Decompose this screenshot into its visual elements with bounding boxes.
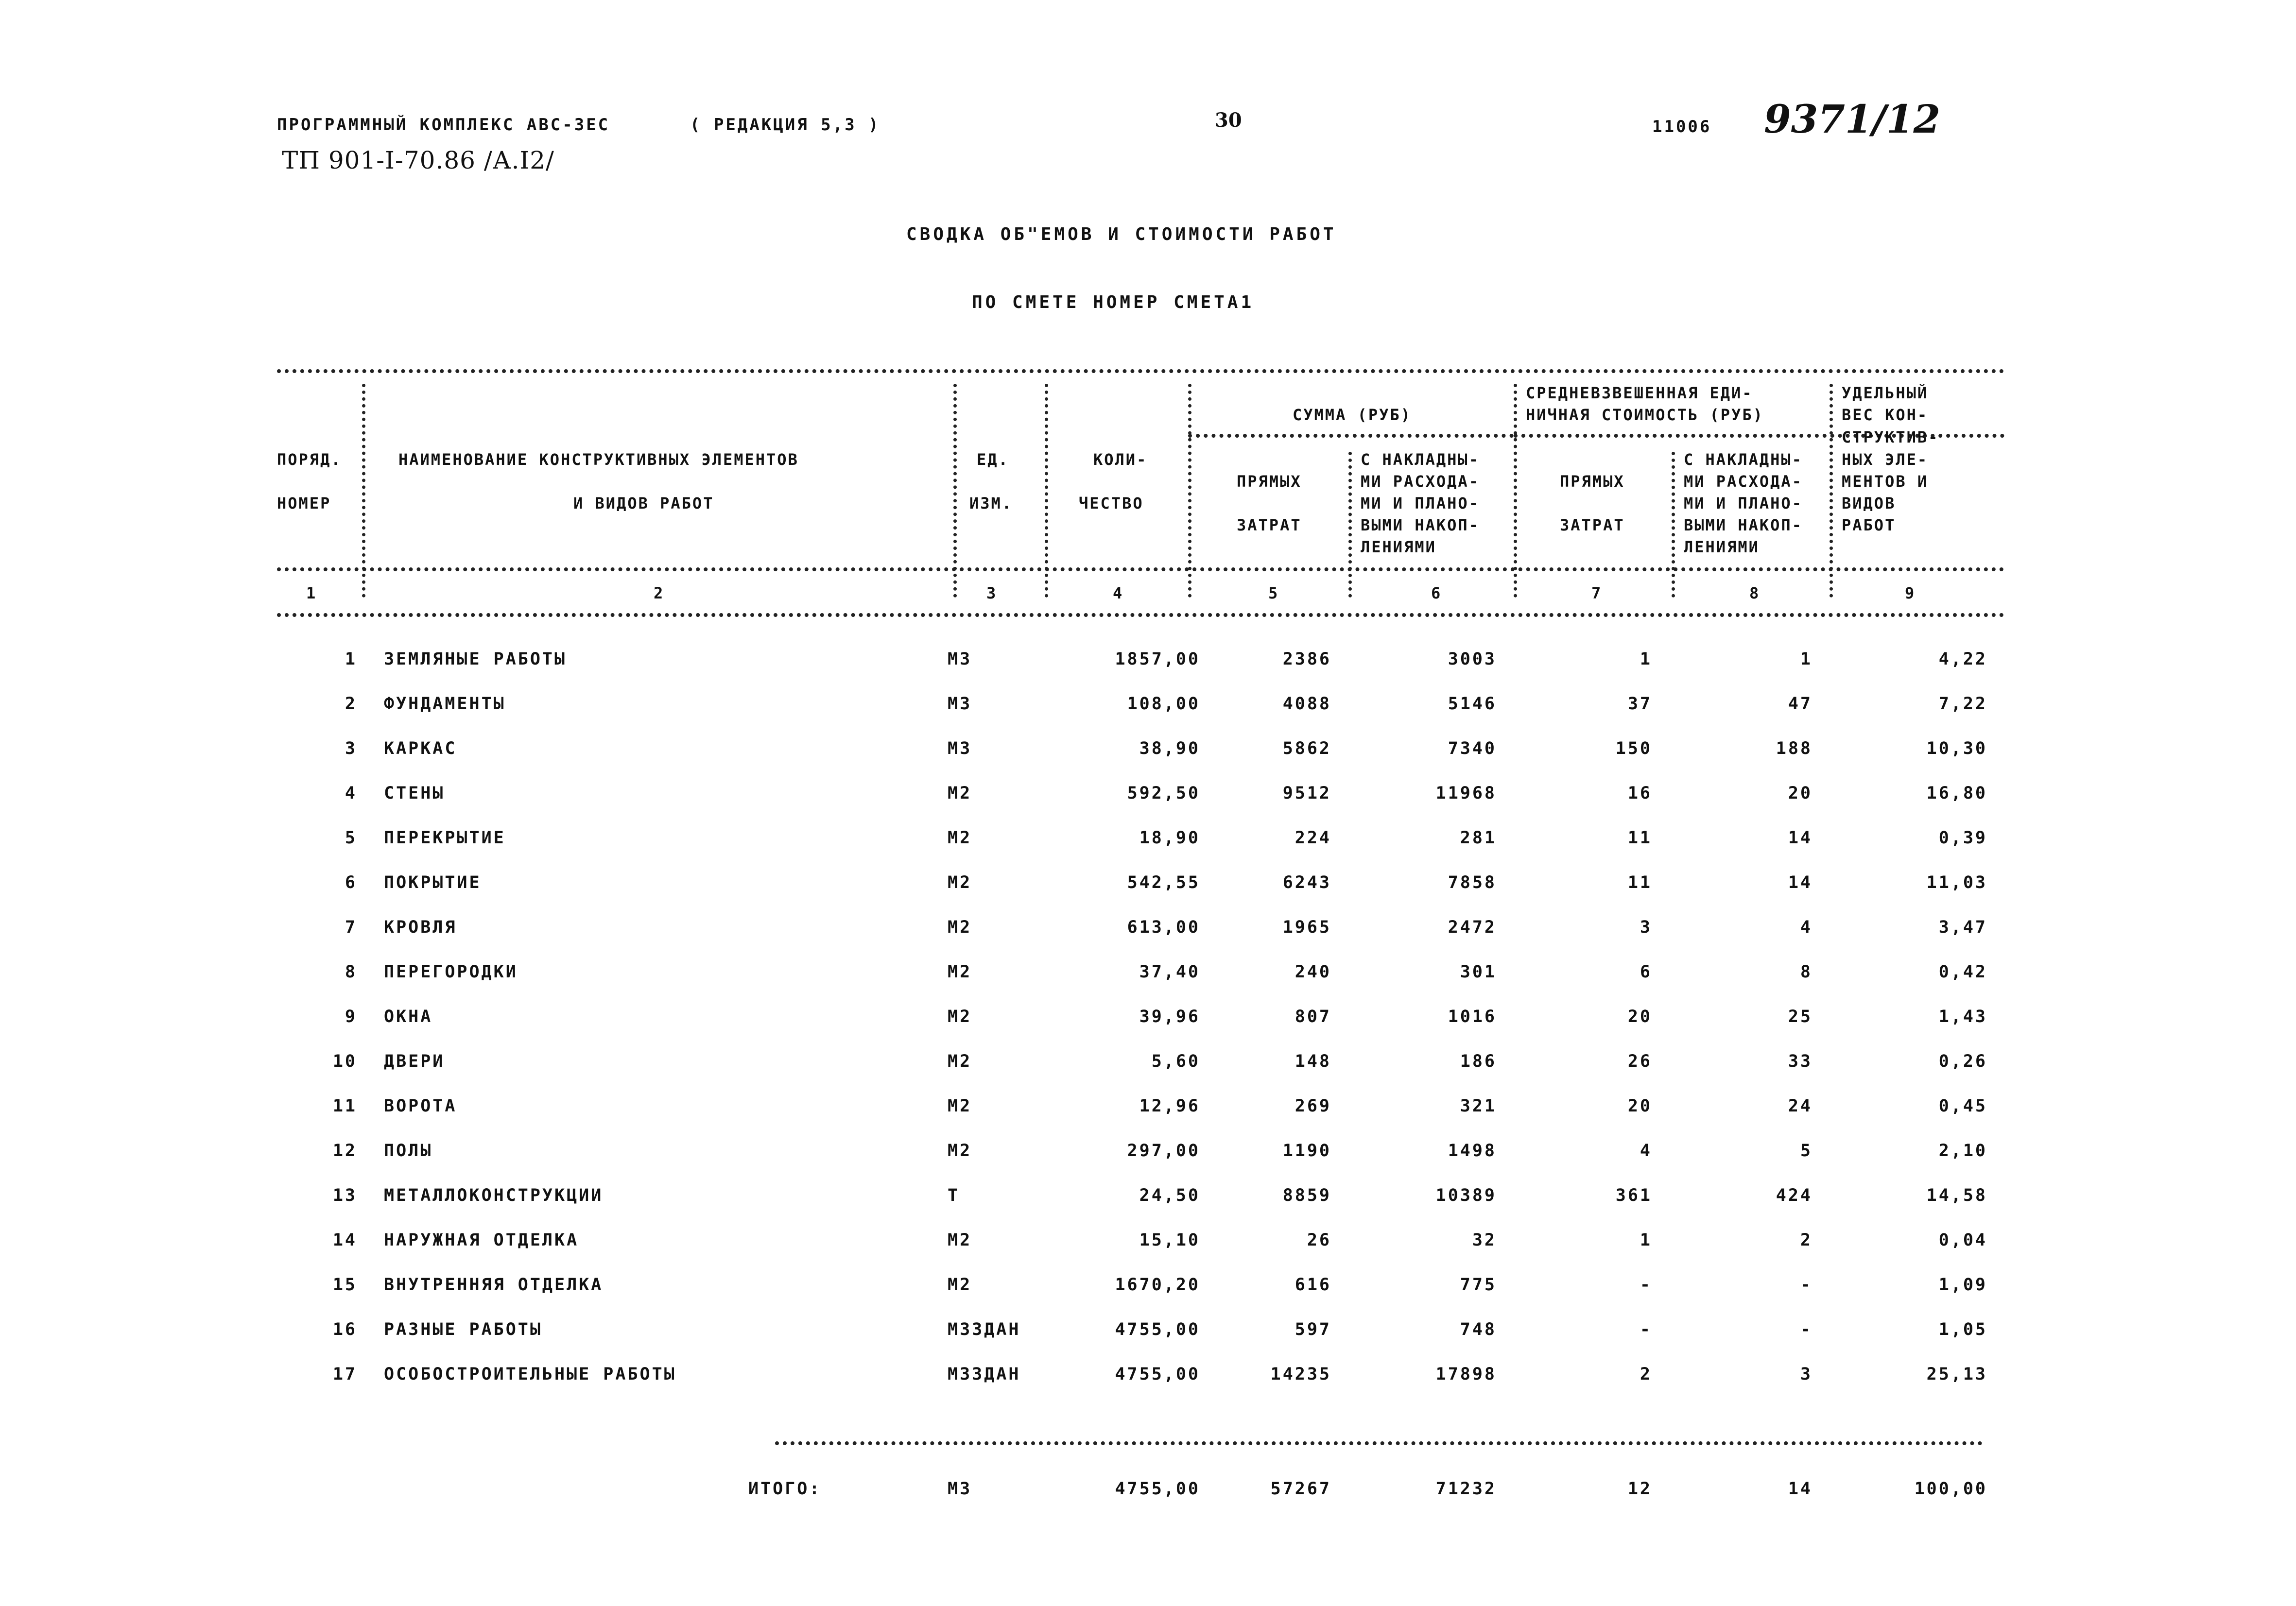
row-overhead-cost: 10389: [1435, 1186, 1497, 1205]
column-separator: [1188, 384, 1191, 598]
row-name: ОСОБОСТРОИТЕЛЬНЫЕ РАБОТЫ: [384, 1365, 676, 1384]
table-top-rule: [277, 369, 2004, 373]
row-unit-direct: 3: [1640, 918, 1652, 937]
column-number: 3: [986, 584, 998, 602]
header-overhead-3: МИ И ПЛАНО-: [1361, 494, 1480, 513]
column-number: 1: [306, 584, 317, 602]
header-unit-2: ИЗМ.: [969, 494, 1013, 513]
row-share: 2,10: [1938, 1141, 1987, 1161]
row-qty: 38,90: [1139, 739, 1200, 758]
row-direct-cost: 148: [1295, 1052, 1331, 1071]
row-name: КАРКАС: [384, 739, 457, 758]
row-unit: М2: [948, 1275, 972, 1295]
header-unit-direct-1: ПРЯМЫХ: [1560, 472, 1625, 491]
row-direct-cost: 1190: [1282, 1141, 1331, 1161]
row-number: 10: [332, 1052, 357, 1071]
row-unit: М3ЗДАН: [948, 1365, 1021, 1384]
row-number: 3: [345, 739, 357, 758]
sum-group-rule: [1188, 434, 1514, 438]
row-share: 0,04: [1938, 1230, 1987, 1250]
row-unit-overhead: 424: [1776, 1186, 1813, 1205]
header-order-2: НОМЕР: [277, 494, 331, 513]
row-direct-cost: 26: [1307, 1230, 1331, 1250]
row-unit: М2: [948, 1007, 972, 1026]
total-label: ИТОГО:: [748, 1479, 822, 1499]
row-qty: 1857,00: [1115, 649, 1200, 669]
row-number: 1: [345, 649, 357, 669]
row-unit-direct: 1: [1640, 1230, 1652, 1250]
header-share-1: УДЕЛЬНЫЙ: [1842, 384, 1929, 402]
row-name: РАЗНЫЕ РАБОТЫ: [384, 1320, 542, 1339]
row-qty: 4755,00: [1115, 1320, 1200, 1339]
row-share: 11,03: [1926, 873, 1987, 892]
header-avg-group-1: СРЕДНЕВЗВЕШЕННАЯ ЕДИ-: [1526, 384, 1753, 402]
row-direct-cost: 14235: [1270, 1365, 1331, 1384]
row-direct-cost: 807: [1295, 1007, 1331, 1026]
row-unit-overhead: 14: [1788, 873, 1813, 892]
column-separator: [1348, 452, 1352, 598]
header-overhead-2: МИ РАСХОДА-: [1361, 472, 1480, 491]
column-separator: [1830, 384, 1833, 598]
page-number: 30: [1215, 109, 1242, 132]
row-number: 8: [345, 962, 357, 982]
row-unit-overhead: 3: [1800, 1365, 1813, 1384]
total-overhead: 71232: [1435, 1479, 1497, 1499]
row-direct-cost: 240: [1295, 962, 1331, 982]
row-direct-cost: 6243: [1282, 873, 1331, 892]
total-unit-overhead: 14: [1788, 1479, 1813, 1499]
column-numbers-rule: [277, 613, 2004, 617]
header-unit-1: ЕД.: [977, 450, 1009, 469]
row-overhead-cost: 5146: [1448, 694, 1497, 714]
row-direct-cost: 8859: [1282, 1186, 1331, 1205]
row-qty: 613,00: [1127, 918, 1200, 937]
row-unit-overhead: 8: [1800, 962, 1813, 982]
row-number: 2: [345, 694, 357, 714]
row-number: 12: [332, 1141, 357, 1161]
row-unit: М2: [948, 1096, 972, 1116]
row-share: 14,58: [1926, 1186, 1987, 1205]
report-subtitle: ПО СМЕТЕ НОМЕР СМЕТА1: [972, 292, 1255, 312]
row-name: ПЕРЕКРЫТИЕ: [384, 828, 506, 848]
row-unit: М2: [948, 1141, 972, 1161]
program-name: ПРОГРАММНЫЙ КОМПЛЕКС АВС-3ЕС: [277, 115, 610, 135]
row-direct-cost: 269: [1295, 1096, 1331, 1116]
row-number: 15: [332, 1275, 357, 1295]
row-unit-direct: 26: [1627, 1052, 1652, 1071]
row-overhead-cost: 7858: [1448, 873, 1497, 892]
column-separator: [953, 384, 957, 598]
row-share: 1,43: [1938, 1007, 1987, 1026]
row-name: ВНУТРЕННЯЯ ОТДЕЛКА: [384, 1275, 604, 1295]
row-qty: 15,10: [1139, 1230, 1200, 1250]
row-overhead-cost: 7340: [1448, 739, 1497, 758]
handwritten-document-number: 9371/12: [1764, 96, 1941, 142]
row-number: 16: [332, 1320, 357, 1339]
row-name: ВОРОТА: [384, 1096, 457, 1116]
row-unit: М3: [948, 694, 972, 714]
row-unit: М2: [948, 873, 972, 892]
row-overhead-cost: 321: [1460, 1096, 1497, 1116]
header-qty-1: КОЛИ-: [1093, 450, 1148, 469]
row-qty: 18,90: [1139, 828, 1200, 848]
row-share: 0,39: [1938, 828, 1987, 848]
header-share-4: НЫХ ЭЛЕ-: [1842, 450, 1929, 469]
row-share: 10,30: [1926, 739, 1987, 758]
row-direct-cost: 9512: [1282, 784, 1331, 803]
row-qty: 5,60: [1151, 1052, 1200, 1071]
row-direct-cost: 5862: [1282, 739, 1331, 758]
row-qty: 297,00: [1127, 1141, 1200, 1161]
row-overhead-cost: 2472: [1448, 918, 1497, 937]
row-qty: 39,96: [1139, 1007, 1200, 1026]
row-number: 13: [332, 1186, 357, 1205]
header-unit-overhead-2: МИ РАСХОДА-: [1684, 472, 1803, 491]
header-unit-overhead-3: МИ И ПЛАНО-: [1684, 494, 1803, 513]
row-qty: 12,96: [1139, 1096, 1200, 1116]
row-overhead-cost: 17898: [1435, 1365, 1497, 1384]
row-number: 4: [345, 784, 357, 803]
row-unit: М3: [948, 649, 972, 669]
row-qty: 24,50: [1139, 1186, 1200, 1205]
row-share: 1,09: [1938, 1275, 1987, 1295]
row-name: ЗЕМЛЯНЫЕ РАБОТЫ: [384, 649, 567, 669]
header-direct-2: ЗАТРАТ: [1237, 516, 1302, 534]
row-name: НАРУЖНАЯ ОТДЕЛКА: [384, 1230, 579, 1250]
row-unit: М2: [948, 962, 972, 982]
row-overhead-cost: 281: [1460, 828, 1497, 848]
column-separator: [362, 384, 365, 598]
header-unit-overhead-5: ЛЕНИЯМИ: [1684, 538, 1760, 556]
row-unit: Т: [948, 1186, 960, 1205]
row-unit-overhead: -: [1800, 1320, 1813, 1339]
row-unit-overhead: 4: [1800, 918, 1813, 937]
row-name: ПОЛЫ: [384, 1141, 433, 1161]
row-overhead-cost: 11968: [1435, 784, 1497, 803]
row-share: 1,05: [1938, 1320, 1987, 1339]
column-number: 6: [1431, 584, 1442, 602]
column-separator: [1514, 384, 1517, 598]
row-share: 0,26: [1938, 1052, 1987, 1071]
row-name: СТЕНЫ: [384, 784, 445, 803]
total-unit: М3: [948, 1479, 972, 1499]
row-number: 7: [345, 918, 357, 937]
column-separator: [1045, 384, 1048, 598]
row-share: 16,80: [1926, 784, 1987, 803]
row-number: 14: [332, 1230, 357, 1250]
header-order-1: ПОРЯД.: [277, 450, 342, 469]
row-qty: 542,55: [1127, 873, 1200, 892]
header-bottom-rule: [277, 567, 2004, 571]
row-unit-overhead: 33: [1788, 1052, 1813, 1071]
row-overhead-cost: 301: [1460, 962, 1497, 982]
header-share-5: МЕНТОВ И: [1842, 472, 1929, 491]
row-direct-cost: 1965: [1282, 918, 1331, 937]
header-name-2: И ВИДОВ РАБОТ: [573, 494, 714, 513]
row-name: МЕТАЛЛОКОНСТРУКЦИИ: [384, 1186, 604, 1205]
row-unit: М2: [948, 828, 972, 848]
row-number: 5: [345, 828, 357, 848]
row-qty: 108,00: [1127, 694, 1200, 714]
row-unit-direct: 11: [1627, 873, 1652, 892]
header-unit-overhead-4: ВЫМИ НАКОП-: [1684, 516, 1803, 534]
column-number: 7: [1591, 584, 1603, 602]
row-name: ПЕРЕГОРОДКИ: [384, 962, 518, 982]
row-unit: М2: [948, 784, 972, 803]
row-qty: 592,50: [1127, 784, 1200, 803]
edition-label: ( РЕДАКЦИЯ 5,3 ): [690, 115, 880, 135]
header-share-7: РАБОТ: [1842, 516, 1896, 534]
row-unit-overhead: 2: [1800, 1230, 1813, 1250]
row-unit-overhead: 5: [1800, 1141, 1813, 1161]
document-code: 11006: [1652, 117, 1712, 137]
column-number: 9: [1905, 584, 1916, 602]
row-overhead-cost: 32: [1472, 1230, 1497, 1250]
row-unit-direct: 1: [1640, 649, 1652, 669]
row-unit-direct: 16: [1627, 784, 1652, 803]
row-unit-direct: -: [1640, 1320, 1652, 1339]
row-direct-cost: 616: [1295, 1275, 1331, 1295]
row-share: 0,45: [1938, 1096, 1987, 1116]
row-share: 3,47: [1938, 918, 1987, 937]
row-direct-cost: 2386: [1282, 649, 1331, 669]
total-direct: 57267: [1270, 1479, 1331, 1499]
total-share: 100,00: [1914, 1479, 1987, 1499]
row-direct-cost: 4088: [1282, 694, 1331, 714]
project-code: ТП 901-I-70.86 /А.I2/: [282, 146, 554, 174]
row-unit-overhead: 47: [1788, 694, 1813, 714]
row-unit: М2: [948, 918, 972, 937]
row-number: 11: [332, 1096, 357, 1116]
row-number: 6: [345, 873, 357, 892]
row-name: ДВЕРИ: [384, 1052, 445, 1071]
row-name: ПОКРЫТИЕ: [384, 873, 482, 892]
row-name: КРОВЛЯ: [384, 918, 457, 937]
row-share: 7,22: [1938, 694, 1987, 714]
header-share-3: СТРУКТИВ-: [1842, 428, 1939, 446]
header-unit-direct-2: ЗАТРАТ: [1560, 516, 1625, 534]
row-unit-overhead: 20: [1788, 784, 1813, 803]
row-overhead-cost: 1498: [1448, 1141, 1497, 1161]
header-name-1: НАИМЕНОВАНИЕ КОНСТРУКТИВНЫХ ЭЛЕМЕНТОВ: [398, 450, 799, 469]
row-overhead-cost: 775: [1460, 1275, 1497, 1295]
total-rule: [775, 1441, 1983, 1445]
row-number: 9: [345, 1007, 357, 1026]
row-unit: М2: [948, 1230, 972, 1250]
row-unit-overhead: 188: [1776, 739, 1813, 758]
row-unit: М2: [948, 1052, 972, 1071]
row-name: ФУНДАМЕНТЫ: [384, 694, 506, 714]
column-number: 4: [1113, 584, 1124, 602]
row-unit-direct: 2: [1640, 1365, 1652, 1384]
row-unit-direct: 20: [1627, 1007, 1652, 1026]
row-unit-direct: 361: [1615, 1186, 1652, 1205]
header-qty-2: ЧЕСТВО: [1079, 494, 1144, 513]
row-number: 17: [332, 1365, 357, 1384]
row-unit-overhead: -: [1800, 1275, 1813, 1295]
header-share-6: ВИДОВ: [1842, 494, 1896, 513]
row-unit-overhead: 1: [1800, 649, 1813, 669]
row-overhead-cost: 3003: [1448, 649, 1497, 669]
header-overhead-1: С НАКЛАДНЫ-: [1361, 450, 1480, 469]
header-unit-overhead-1: С НАКЛАДНЫ-: [1684, 450, 1803, 469]
row-qty: 1670,20: [1115, 1275, 1200, 1295]
row-share: 0,42: [1938, 962, 1987, 982]
row-unit-overhead: 14: [1788, 828, 1813, 848]
column-number: 2: [654, 584, 665, 602]
header-avg-group-2: НИЧНАЯ СТОИМОСТЬ (РУБ): [1526, 406, 1764, 424]
column-number: 5: [1268, 584, 1279, 602]
row-unit-direct: 150: [1615, 739, 1652, 758]
row-unit: М3ЗДАН: [948, 1320, 1021, 1339]
row-unit-direct: 20: [1627, 1096, 1652, 1116]
column-number: 8: [1749, 584, 1761, 602]
row-share: 4,22: [1938, 649, 1987, 669]
row-unit-direct: -: [1640, 1275, 1652, 1295]
row-overhead-cost: 186: [1460, 1052, 1497, 1071]
header-overhead-4: ВЫМИ НАКОП-: [1361, 516, 1480, 534]
total-unit-direct: 12: [1627, 1479, 1652, 1499]
row-unit-direct: 4: [1640, 1141, 1652, 1161]
header-overhead-5: ЛЕНИЯМИ: [1361, 538, 1436, 556]
header-share-2: ВЕС КОН-: [1842, 406, 1929, 424]
column-separator: [1672, 452, 1675, 598]
header-sum-group: СУММА (РУБ): [1293, 406, 1412, 424]
header-direct-1: ПРЯМЫХ: [1237, 472, 1302, 491]
row-overhead-cost: 748: [1460, 1320, 1497, 1339]
row-unit-overhead: 24: [1788, 1096, 1813, 1116]
row-unit: М3: [948, 739, 972, 758]
row-overhead-cost: 1016: [1448, 1007, 1497, 1026]
row-direct-cost: 597: [1295, 1320, 1331, 1339]
row-unit-overhead: 25: [1788, 1007, 1813, 1026]
row-unit-direct: 37: [1627, 694, 1652, 714]
row-name: ОКНА: [384, 1007, 433, 1026]
row-share: 25,13: [1926, 1365, 1987, 1384]
report-title: СВОДКА ОБ"ЕМОВ И СТОИМОСТИ РАБОТ: [906, 224, 1337, 244]
row-qty: 4755,00: [1115, 1365, 1200, 1384]
total-qty: 4755,00: [1115, 1479, 1200, 1499]
row-qty: 37,40: [1139, 962, 1200, 982]
row-direct-cost: 224: [1295, 828, 1331, 848]
row-unit-direct: 6: [1640, 962, 1652, 982]
row-unit-direct: 11: [1627, 828, 1652, 848]
